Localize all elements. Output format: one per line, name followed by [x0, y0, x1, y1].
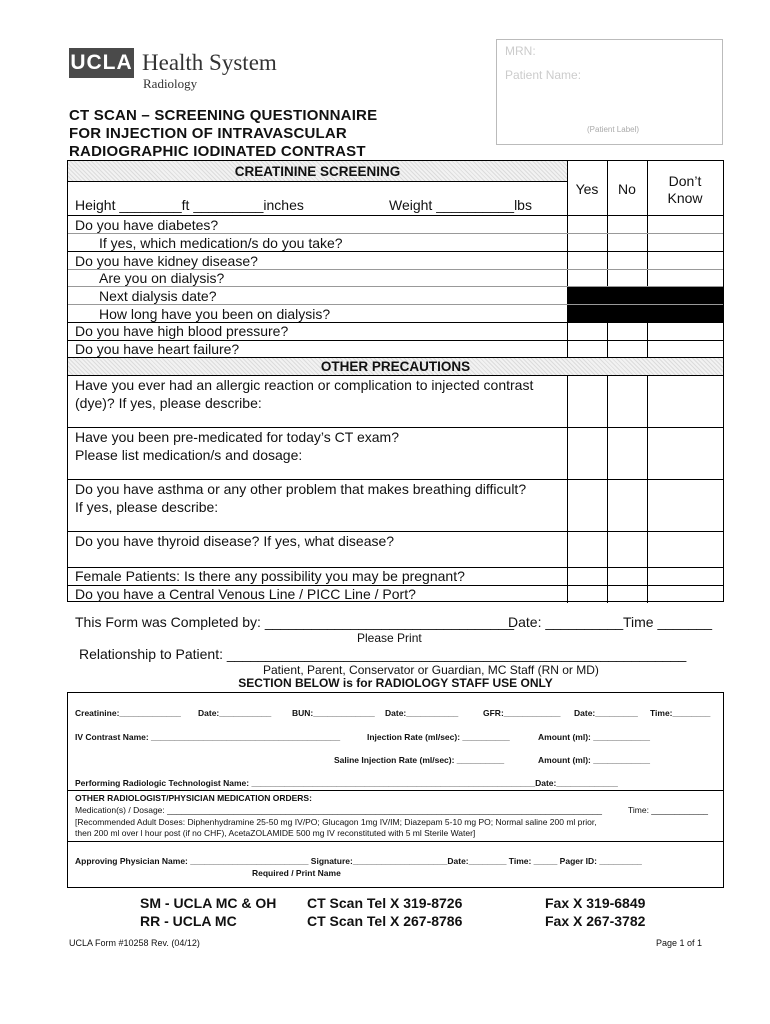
question-next-dialysis: Next dialysis date? — [99, 288, 217, 304]
staff-use-box — [67, 692, 724, 888]
recommended-doses-line-2: then 200 ml over l hour post (if no CHF), AcetaZOLAMIDE 500 mg IV reconstituted with 5 ml Sterile Water] — [75, 828, 476, 838]
form-title-line-2: FOR INJECTION OF INTRAVASCULAR — [69, 125, 347, 142]
relationship-field[interactable]: Relationship to Patient: ___________________________________________________________ — [79, 646, 687, 662]
medication-orders-title: OTHER RADIOLOGIST/PHYSICIAN MEDICATION ORDERS: — [75, 793, 312, 803]
patient-label-box — [496, 39, 723, 145]
bun-date-field[interactable]: Date:___________ — [385, 708, 459, 718]
required-print-name-note: Required / Print Name — [252, 868, 341, 878]
question-pre-medicated: Have you been pre-medicated for today’s CT exam? Please list medication/s and dosage: — [75, 429, 399, 463]
question-central-line: Do you have a Central Venous Line / PICC Line / Port? — [75, 586, 416, 602]
question-blood-pressure: Do you have high blood pressure? — [75, 323, 289, 339]
logo-name: Health System — [142, 50, 277, 75]
question-heart-failure: Do you have heart failure? — [75, 341, 240, 357]
contact-site-rr: RR - UCLA MC — [140, 913, 237, 929]
gfr-date-field[interactable]: Date:_________ — [574, 708, 638, 718]
screening-table — [67, 160, 724, 602]
staff-section-title: SECTION BELOW is for RADIOLOGY STAFF USE ONLY — [238, 676, 553, 690]
form-title-line-1: CT SCAN – SCREENING QUESTIONNAIRE — [69, 107, 378, 124]
contact-tel-sm: CT Scan Tel X 319-8726 — [307, 895, 463, 911]
ucla-logo: UCLA — [69, 48, 134, 78]
creatinine-section-title: CREATININE SCREENING — [234, 164, 401, 179]
contact-fax-rr: Fax X 267-3782 — [545, 913, 646, 929]
height-field[interactable]: Height ________ft _________inches — [75, 197, 304, 213]
patient-label-placeholder: (Patient Label) — [587, 125, 640, 134]
dont-know-column-header: Don’t Know — [667, 173, 703, 206]
question-asthma: Do you have asthma or any other problem that makes breathing difficult? If yes, please describe: — [75, 481, 527, 515]
completed-by-field[interactable]: This Form was Completed by: ________________________________ — [75, 614, 514, 630]
iv-contrast-name-field[interactable]: IV Contrast Name: ________________________________________ — [75, 732, 341, 742]
question-kidney-disease: Do you have kidney disease? — [75, 253, 258, 269]
question-pregnancy: Female Patients: Is there any possibility you may be pregnant? — [75, 568, 465, 584]
no-column-header: No — [618, 181, 636, 197]
yes-column-header: Yes — [575, 181, 599, 197]
form-number: UCLA Form #10258 Rev. (04/12) — [69, 938, 200, 948]
contrast-amount-field[interactable]: Amount (ml): ____________ — [538, 732, 650, 742]
bun-field[interactable]: BUN:_____________ — [292, 708, 375, 718]
medication-dosage-field[interactable]: Medication(s) / Dosage: ____________________________________________________________________________________________ — [75, 805, 603, 815]
question-dialysis: Are you on dialysis? — [99, 270, 225, 286]
creatinine-value-field[interactable]: Creatinine:_____________ — [75, 708, 181, 718]
please-print-note: Please Print — [357, 631, 422, 645]
completed-time-field[interactable]: Time _______ — [623, 614, 712, 630]
completed-date-field[interactable]: Date: __________ — [508, 614, 624, 630]
weight-field[interactable]: Weight __________lbs — [389, 197, 532, 213]
approving-physician-field[interactable]: Approving Physician Name: _________________________ Signature:____________________Date:________ Time: _____ Pager ID: _________ — [75, 856, 642, 866]
gfr-time-field[interactable]: Time:________ — [650, 708, 711, 718]
page-number: Page 1 of 1 — [656, 938, 703, 948]
question-diabetes-medication: If yes, which medication/s do you take? — [99, 235, 343, 251]
question-dialysis-duration: How long have you been on dialysis? — [99, 306, 331, 322]
contact-tel-rr: CT Scan Tel X 267-8786 — [307, 913, 463, 929]
question-thyroid: Do you have thyroid disease? If yes, what disease? — [75, 533, 395, 549]
relationship-note: Patient, Parent, Conservator or Guardian, MC Staff (RN or MD) — [263, 663, 599, 677]
question-diabetes: Do you have diabetes? — [75, 217, 219, 233]
creatinine-date-field[interactable]: Date:___________ — [198, 708, 272, 718]
medication-time-field[interactable]: Time: ____________ — [628, 805, 709, 815]
injection-rate-field[interactable]: Injection Rate (ml/sec): __________ — [367, 732, 510, 742]
saline-rate-field[interactable]: Saline Injection Rate (ml/sec): __________ — [334, 755, 505, 765]
question-allergic-reaction: Have you ever had an allergic reaction or complication to injected contrast (dye)? If yes, please describe: — [75, 377, 534, 411]
gfr-field[interactable]: GFR:____________ — [483, 708, 561, 718]
form-title-line-3: RADIOGRAPHIC IODINATED CONTRAST — [69, 143, 366, 160]
contact-fax-sm: Fax X 319-6849 — [545, 895, 646, 911]
technologist-name-field[interactable]: Performing Radiologic Technologist Name: ____________________________________________________________Date:_____________ — [75, 778, 618, 788]
saline-amount-field[interactable]: Amount (ml): ____________ — [538, 755, 650, 765]
recommended-doses-line-1: [Recommended Adult Doses: Diphenhydramine 25-50 mg IV/PO; Glucagon 1mg IV/IM; Diazepam 5-10 mg PO; Normal saline 200 ml prior, — [75, 817, 597, 827]
patient-name-label: Patient Name: — [505, 68, 582, 82]
mrn-label: MRN: — [505, 44, 536, 58]
logo-subtitle: Radiology — [143, 76, 198, 91]
precautions-section-title: OTHER PRECAUTIONS — [320, 359, 471, 374]
contact-site-sm: SM - UCLA MC & OH — [140, 895, 277, 911]
